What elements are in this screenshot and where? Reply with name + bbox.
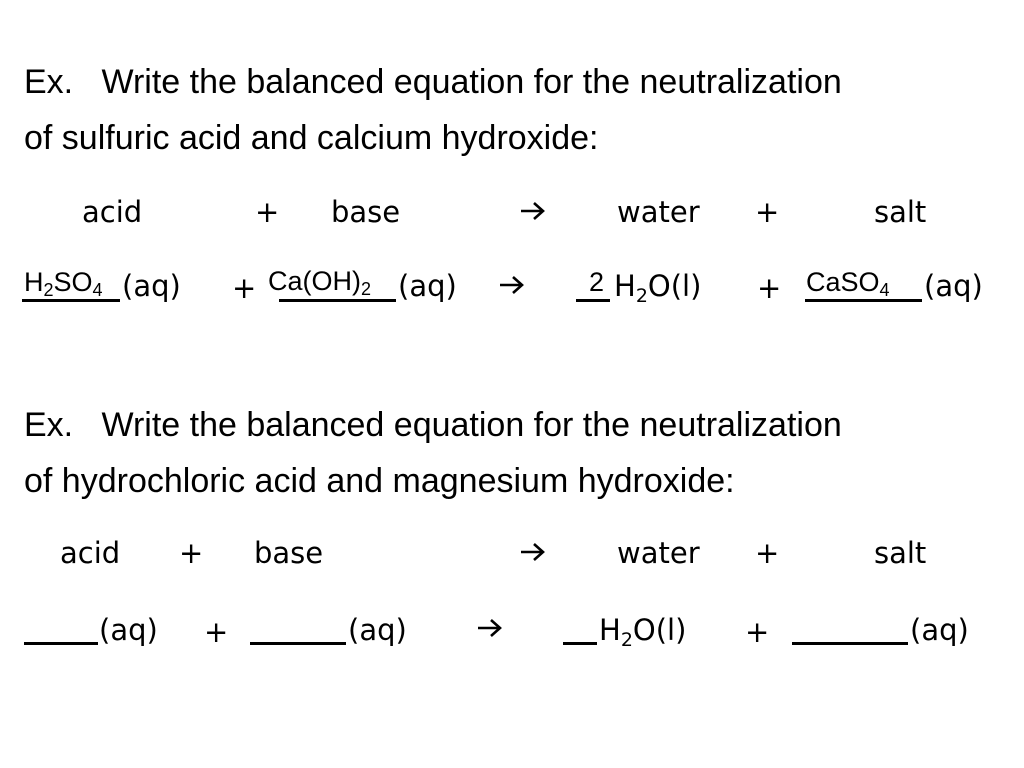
prompt-line-1: Ex. Write the balanced equation for the neutralization: [24, 63, 842, 101]
caption-plus: +: [179, 536, 204, 570]
yields-arrow-icon: [498, 274, 526, 296]
base-blank[interactable]: [279, 299, 396, 302]
plus-sign: +: [204, 615, 229, 649]
caption-base: base: [331, 195, 401, 229]
water-coefficient-answer: 2: [589, 267, 605, 297]
acid-blank[interactable]: [24, 642, 98, 645]
salt-blank[interactable]: [792, 642, 908, 645]
water-formula: $H_2O(l)$: [614, 269, 702, 307]
caption-water: water: [617, 536, 700, 570]
salt-state: (aq): [924, 269, 983, 303]
plus-sign: +: [232, 271, 257, 305]
yields-arrow-icon: [519, 200, 547, 222]
caption-plus: +: [755, 536, 780, 570]
caption-salt: salt: [874, 536, 927, 570]
base-state: (aq): [348, 613, 407, 647]
salt-state: (aq): [910, 613, 969, 647]
caption-water: water: [617, 195, 700, 229]
base-answer: $Ca(OH)_2$: [268, 266, 372, 299]
salt-blank[interactable]: [805, 299, 922, 302]
acid-answer: $H_2SO_4$: [24, 267, 103, 300]
yields-arrow-icon: [519, 541, 547, 563]
water-coefficient-blank[interactable]: [563, 642, 597, 645]
caption-base: base: [254, 536, 324, 570]
example-1-prompt: [24, 54, 842, 166]
salt-answer: CaSO$_4$: [806, 267, 890, 300]
water-formula: $H_2O(l)$: [599, 613, 687, 651]
caption-salt: salt: [874, 195, 927, 229]
plus-sign: +: [757, 271, 782, 305]
caption-acid: acid: [82, 195, 143, 229]
caption-acid: acid: [60, 536, 121, 570]
prompt-line-2: of hydrochloric acid and magnesium hydroxide:: [24, 462, 735, 500]
base-blank[interactable]: [250, 642, 346, 645]
acid-blank[interactable]: [22, 299, 120, 302]
caption-plus: +: [755, 195, 780, 229]
example-2-prompt: [24, 397, 842, 509]
plus-sign: +: [745, 615, 770, 649]
prompt-line-2: of sulfuric acid and calcium hydroxide:: [24, 119, 599, 157]
base-state: (aq): [398, 269, 457, 303]
water-coefficient-blank[interactable]: [576, 299, 610, 302]
yields-arrow-icon: [476, 617, 504, 639]
caption-plus: +: [255, 195, 280, 229]
prompt-line-1: Ex. Write the balanced equation for the neutralization: [24, 406, 842, 444]
acid-state: (aq): [99, 613, 158, 647]
acid-state: (aq): [122, 269, 181, 303]
